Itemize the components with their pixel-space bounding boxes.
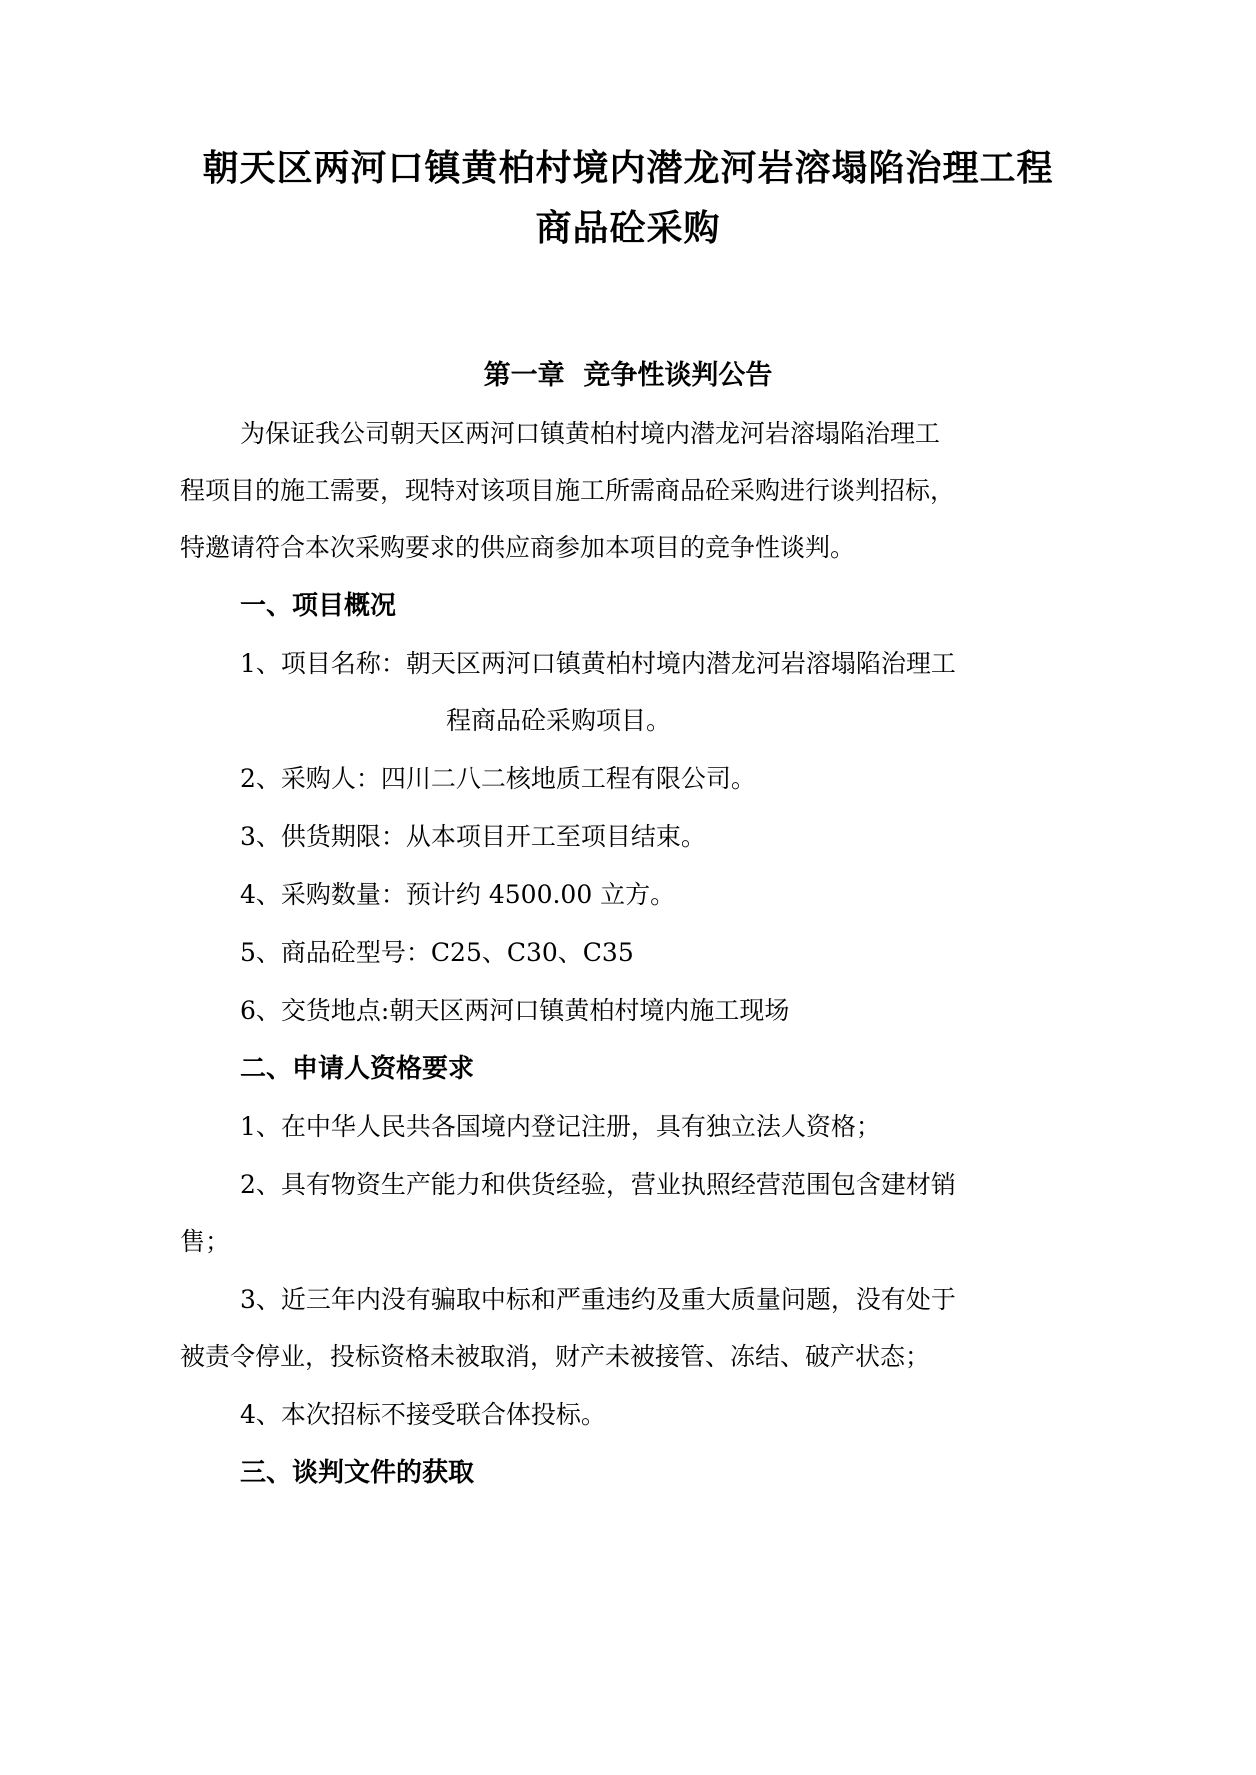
qualification-item-3-line-2: 被责令停业，投标资格未被取消，财产未被接管、冻结、破产状态； xyxy=(180,1342,931,1371)
document-title-line-1: 朝天区两河口镇黄柏村境内潜龙河岩溶塌陷治理工程 xyxy=(202,148,1054,189)
concrete-grade-item: 5、商品砼型号：C25、C30、C35 xyxy=(240,938,634,967)
qualification-item-3-line-1: 3、近三年内没有骗取中标和严重违约及重大质量问题，没有处于 xyxy=(240,1285,956,1314)
qualification-item-2-line-1: 2、具有物资生产能力和供货经验，营业执照经营范围包含建材销 xyxy=(240,1170,956,1199)
purchaser-item: 2、采购人：四川二八二核地质工程有限公司。 xyxy=(240,764,756,793)
purchase-quantity-item: 4、采购数量：预计约 4500.00 立方。 xyxy=(240,880,676,909)
intro-line-3: 特邀请符合本次采购要求的供应商参加本项目的竞争性谈判。 xyxy=(180,533,856,562)
project-name-line-1: 1、项目名称：朝天区两河口镇黄柏村境内潜龙河岩溶塌陷治理工 xyxy=(240,649,956,678)
qualification-item-2-line-2: 售； xyxy=(180,1227,231,1256)
section-heading-documents: 三、谈判文件的获取 xyxy=(240,1458,475,1488)
chapter-title: 第一章 竞争性谈判公告 xyxy=(483,360,773,391)
qualification-item-1: 1、在中华人民共各国境内登记注册，具有独立法人资格； xyxy=(240,1112,881,1141)
section-heading-qualifications: 二、申请人资格要求 xyxy=(240,1054,475,1084)
supply-period-item: 3、供货期限：从本项目开工至项目结束。 xyxy=(240,822,706,851)
delivery-location-item: 6、交货地点:朝天区两河口镇黄柏村境内施工现场 xyxy=(240,996,790,1025)
section-heading-project-overview: 一、项目概况 xyxy=(240,591,397,621)
qualification-item-4: 4、本次招标不接受联合体投标。 xyxy=(240,1400,606,1429)
intro-line-2: 程项目的施工需要，现特对该项目施工所需商品砼采购进行谈判招标， xyxy=(180,476,956,505)
intro-line-1: 为保证我公司朝天区两河口镇黄柏村境内潜龙河岩溶塌陷治理工 xyxy=(240,419,941,448)
document-title-line-2: 商品砼采购 xyxy=(535,208,721,249)
project-name-line-2: 程商品砼采购项目。 xyxy=(446,706,672,735)
